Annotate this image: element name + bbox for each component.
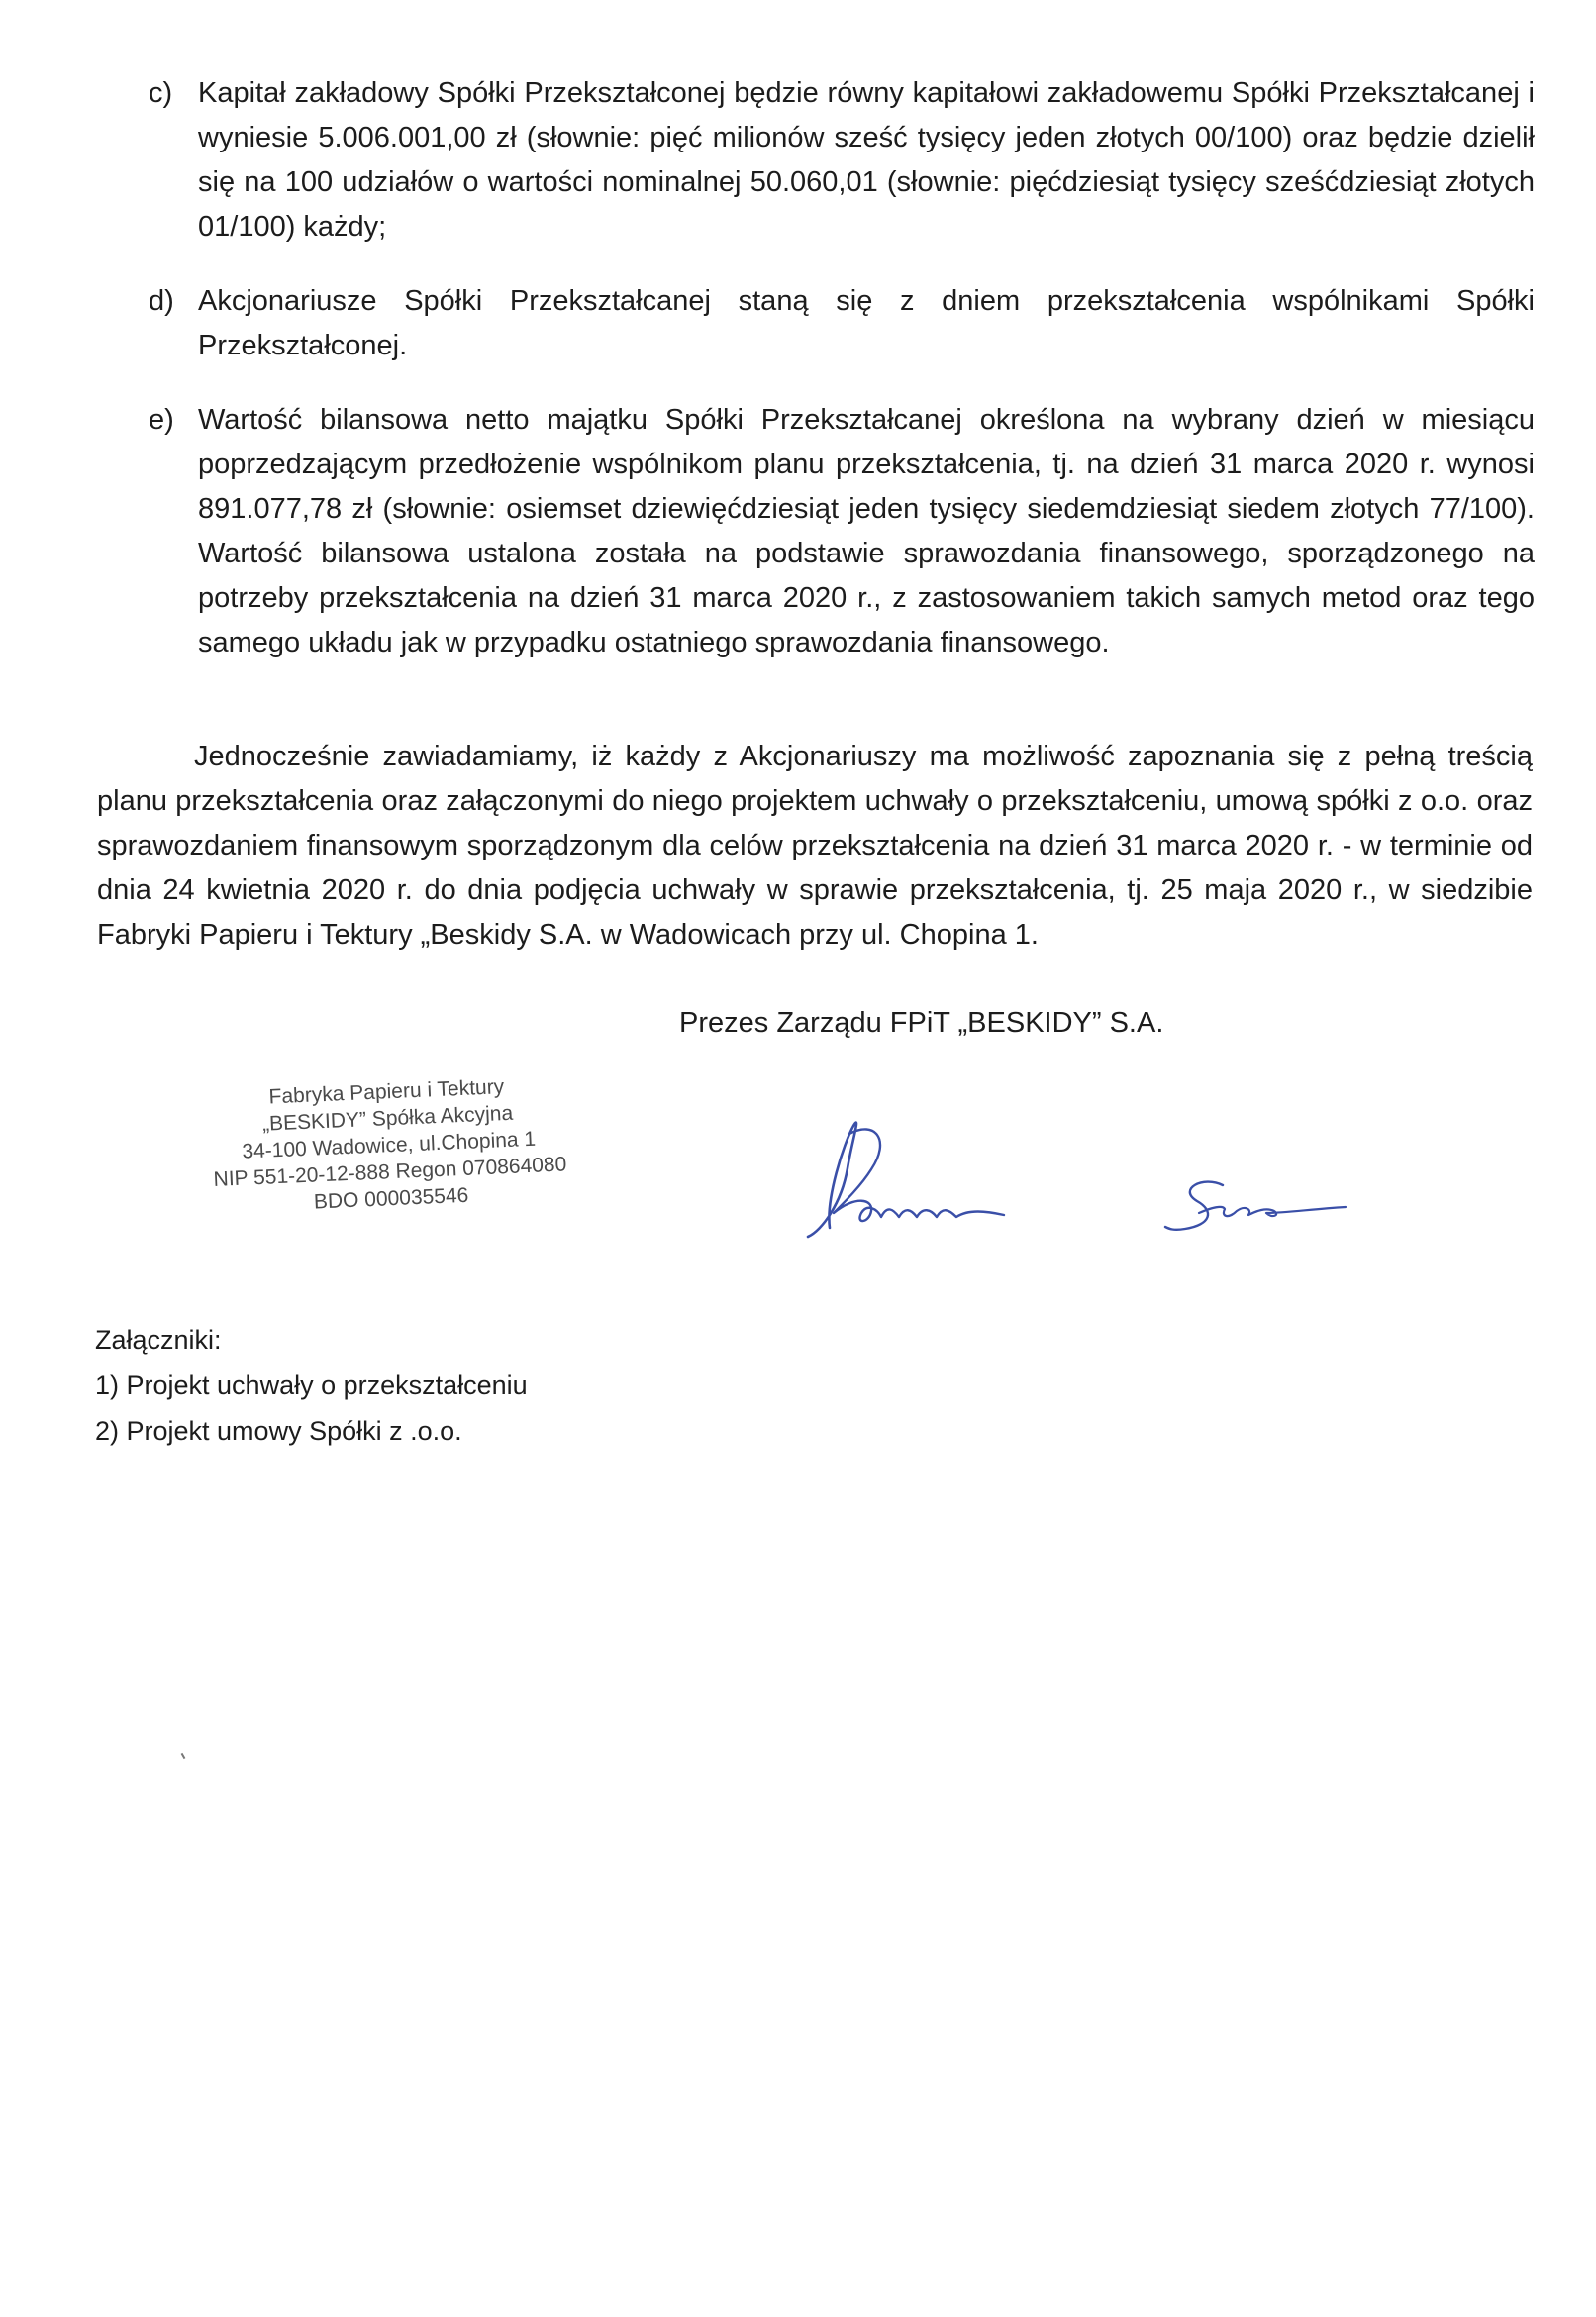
signature-second: [1163, 1173, 1351, 1243]
stamp-line: Fabryka Papieru i Tektury: [268, 1075, 505, 1109]
scan-speck: [181, 1753, 186, 1759]
list-marker: e): [149, 404, 174, 436]
notice-paragraph: Jednocześnie zawiadamiamy, iż każdy z Akcjonariuszy ma możliwość zapoznania się z pełną treścią planu przekształcenia oraz załączonymi do niego projektem uchwały o przekształceniu, umową spółki z o.o. oraz sprawozdaniem finansowym sporządzonym dla celów przekształcenia na dzień 31 marca 2020 r. - w terminie od dnia 24 kwietnia 2020 r. do dnia podjęcia uchwały w sprawie przekształcenia, tj. 25 maja 2020 r., w siedzibie Fabryki Papieru i Tektury „Beskidy S.A. w Wadowicach przy ul. Chopina 1.: [97, 741, 1533, 951]
signature-president: [792, 1114, 1059, 1243]
list-item-text: Wartość bilansowa netto majątku Spółki Przekształcanej określona na wybrany dzień w miesiącu poprzedzającym przedłożenie wspólnikom planu przekształcenia, tj. na dzień 31 marca 2020 r. wynosi 891.077,78 zł (słownie: osiemset dziewięćdziesiąt jeden tysięcy siedemdziesiąt siedem złotych 77/100). Wartość bilansowa ustalona została na podstawie sprawozdania finansowego, sporządzonego na potrzeby przekształcenia na dzień 31 marca 2020 r., z zastosowaniem takich samych metod oraz tego samego układu jak w przypadku ostatniego sprawozdania finansowego.: [198, 404, 1535, 658]
stamp-line: „BESKIDY” Spółka Akcyjna: [261, 1101, 514, 1136]
list-item-text: Akcjonariusze Spółki Przekształcanej staną się z dniem przekształcenia wspólnikami Spółki Przekształconej.: [198, 285, 1535, 361]
attachments-heading: Załączniki:: [95, 1325, 222, 1355]
attachment-item: 1) Projekt uchwały o przekształceniu: [95, 1370, 528, 1400]
company-stamp: [188, 1070, 590, 1221]
attachment-item: 2) Projekt umowy Spółki z .o.o.: [95, 1416, 462, 1446]
list-item-c: [149, 71, 1535, 250]
stamp-line: 34-100 Wadowice, ul.Chopina 1: [241, 1127, 537, 1163]
list-marker: c): [149, 77, 173, 109]
list-item-d: [149, 279, 1535, 368]
signer-title: Prezes Zarządu FPiT „BESKIDY” S.A.: [679, 1007, 1164, 1039]
list-marker: d): [149, 285, 174, 317]
list-item-text: Kapitał zakładowy Spółki Przekształconej będzie równy kapitałowi zakładowemu Spółki Przekształcanej i wyniesie 5.006.001,00 zł (słownie: pięć milionów sześć tysięcy jeden złotych 00/100) oraz będzie dzielił się na 100 udziałów o wartości nominalnej 50.060,01 (słownie: pięćdziesiąt tysięcy sześćdziesiąt złotych 01/100) każdy;: [198, 77, 1535, 243]
stamp-line: BDO 000035546: [313, 1183, 469, 1214]
attachments-section: [95, 1317, 528, 1454]
stamp-line: NIP 551-20-12-888 Regon 070864080: [213, 1153, 567, 1191]
list-item-e: [149, 398, 1535, 665]
transformation-terms-list: [149, 71, 1535, 695]
